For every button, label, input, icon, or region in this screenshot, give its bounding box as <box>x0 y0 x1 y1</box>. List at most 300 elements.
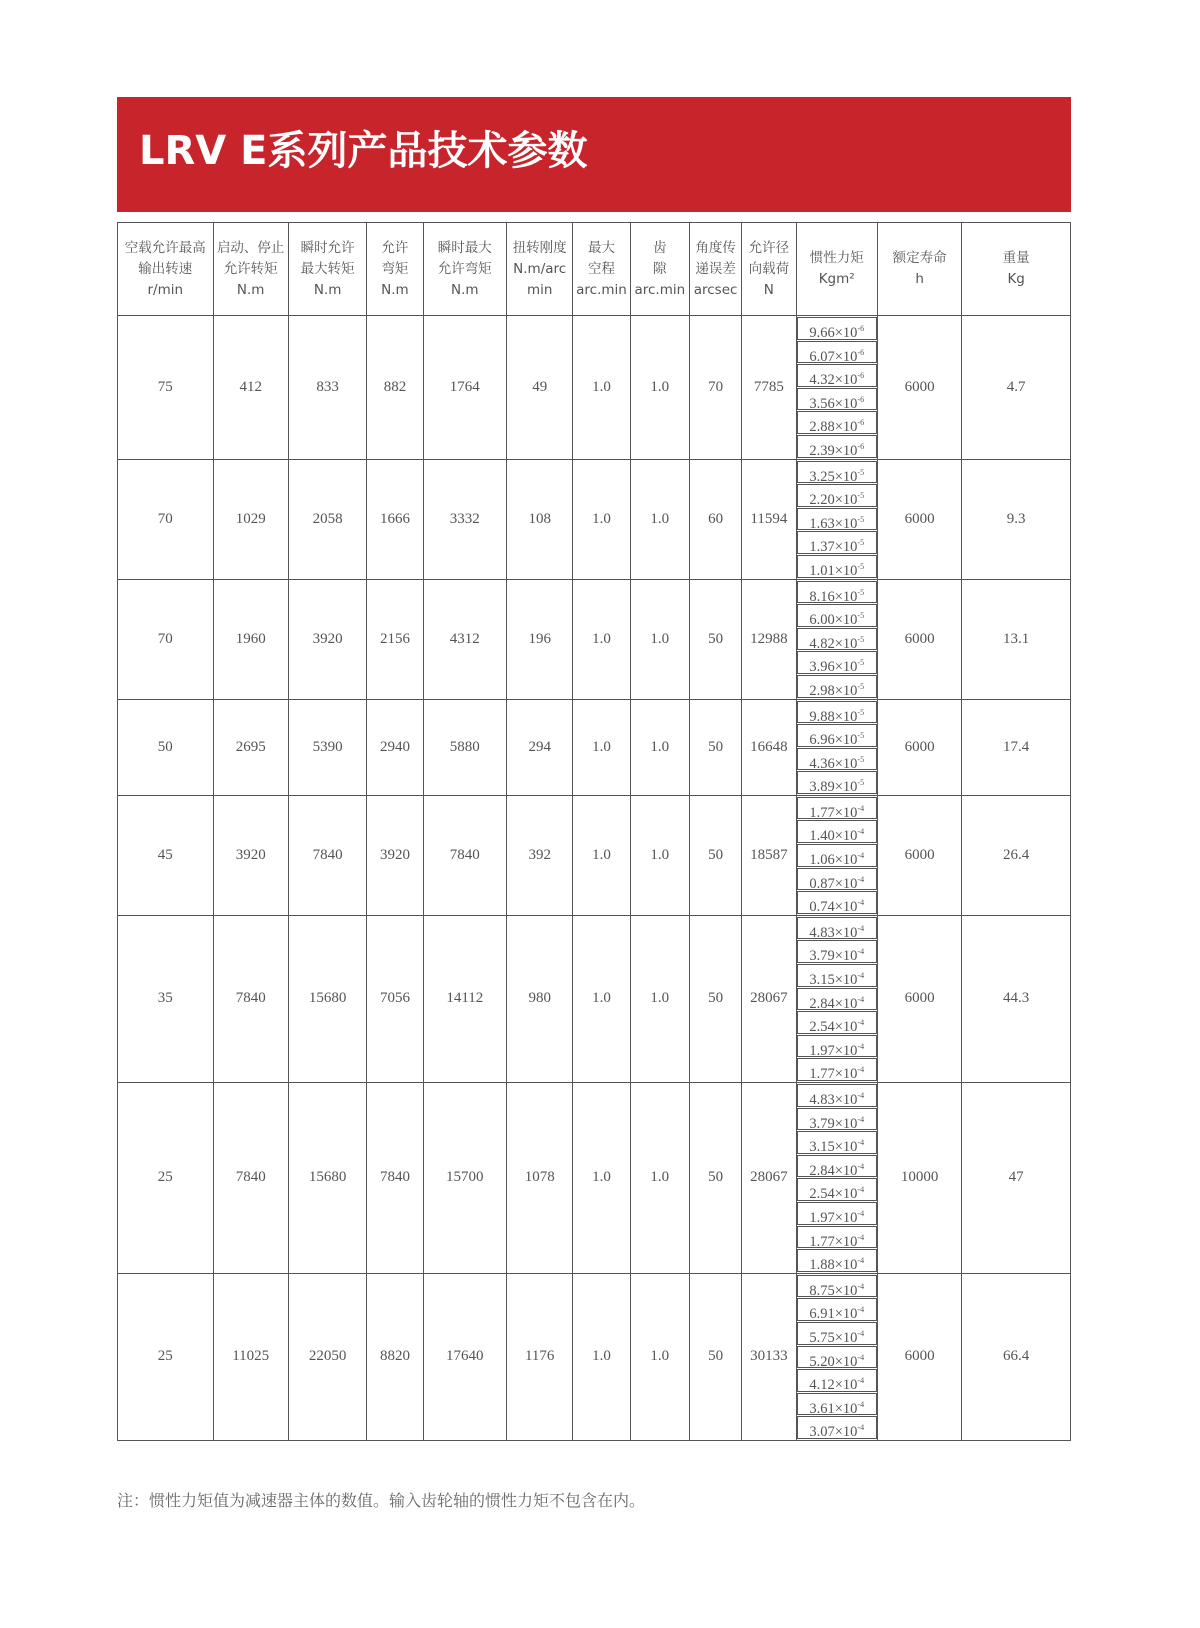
inertia-mantissa: 3.79×10 <box>809 1115 858 1132</box>
header-line: 角度传 <box>695 239 736 256</box>
cell-lost-motion: 1.0 <box>573 1273 630 1440</box>
cell-radial-load: 18587 <box>742 795 796 915</box>
inertia-value <box>797 1369 877 1392</box>
inertia-exponent: -4 <box>857 1352 865 1362</box>
cell-start-stop-torque: 2695 <box>213 699 288 795</box>
inertia-exponent: -5 <box>857 707 865 717</box>
inertia-mantissa: 2.54×10 <box>809 1186 858 1203</box>
inertia-mantissa: 3.25×10 <box>809 468 858 485</box>
header-line: 允许 <box>381 239 409 256</box>
cell-allowable-moment: 1666 <box>367 459 423 579</box>
cell-max-speed: 70 <box>118 459 214 579</box>
cell-rated-life: 6000 <box>877 795 961 915</box>
inertia-exponent: -6 <box>857 441 865 451</box>
inertia-mantissa: 9.66×10 <box>809 325 858 341</box>
inertia-mantissa: 0.74×10 <box>809 899 858 916</box>
cell-inertia <box>796 579 877 699</box>
cell-start-stop-torque: 1029 <box>213 459 288 579</box>
cell-lost-motion: 1.0 <box>573 1083 630 1274</box>
inertia-value <box>797 317 877 340</box>
cell-max-speed: 25 <box>118 1083 214 1274</box>
cell-backlash: 1.0 <box>630 1083 689 1274</box>
cell-instant-max-moment: 14112 <box>423 915 506 1082</box>
inertia-exponent: -4 <box>857 1138 865 1148</box>
cell-lost-motion: 1.0 <box>573 699 630 795</box>
cell-start-stop-torque: 7840 <box>213 1083 288 1274</box>
header-line: 惯性力矩 <box>809 250 864 266</box>
inertia-exponent: -5 <box>857 754 865 764</box>
cell-instant-max-moment: 15700 <box>423 1083 506 1274</box>
inertia-exponent: -6 <box>857 371 865 381</box>
inertia-exponent: -4 <box>857 1065 865 1075</box>
cell-instant-max-torque: 2058 <box>288 459 366 579</box>
inertia-exponent: -4 <box>857 1256 865 1266</box>
cell-torsional-stiffness: 196 <box>507 579 573 699</box>
inertia-mantissa: 3.07×10 <box>809 1424 858 1441</box>
inertia-value <box>797 868 877 891</box>
inertia-mantissa: 4.32×10 <box>809 372 858 389</box>
cell-backlash: 1.0 <box>630 915 689 1082</box>
inertia-exponent: -5 <box>857 467 865 477</box>
inertia-value <box>797 724 877 747</box>
cell-rated-life: 6000 <box>877 915 961 1082</box>
inertia-mantissa: 2.39×10 <box>809 442 858 459</box>
spec-table <box>117 222 1071 1441</box>
inertia-value <box>797 508 877 531</box>
inertia-value <box>797 1249 877 1272</box>
header-line: 空载允许最高 <box>124 239 206 256</box>
header-start-stop-torque <box>213 223 288 316</box>
header-line: h <box>915 271 924 287</box>
inertia-exponent: -4 <box>857 1281 865 1291</box>
cell-radial-load: 16648 <box>742 699 796 795</box>
inertia-mantissa: 6.96×10 <box>809 732 858 749</box>
cell-angle-error: 50 <box>689 1273 741 1440</box>
header-line: arc.min <box>634 281 686 298</box>
cell-angle-error: 50 <box>689 1083 741 1274</box>
inertia-exponent: -5 <box>857 634 865 644</box>
cell-lost-motion: 1.0 <box>573 915 630 1082</box>
header-line: 弯矩 <box>381 260 409 277</box>
inertia-value <box>797 651 877 674</box>
inertia-value <box>797 1035 877 1058</box>
table-row <box>118 795 1071 915</box>
header-lost-motion <box>573 223 630 316</box>
inertia-value <box>797 1346 877 1369</box>
inertia-value <box>797 1058 877 1081</box>
cell-angle-error: 70 <box>689 316 741 460</box>
cell-start-stop-torque: 1960 <box>213 579 288 699</box>
inertia-value <box>797 461 877 484</box>
inertia-mantissa: 6.91×10 <box>809 1306 858 1323</box>
header-line: 最大 <box>588 239 615 256</box>
header-line: 齿 <box>653 239 667 256</box>
table-body <box>118 316 1071 1441</box>
inertia-value <box>797 701 877 724</box>
inertia-value <box>797 1202 877 1225</box>
inertia-value <box>797 1084 877 1107</box>
inertia-mantissa: 2.20×10 <box>809 492 858 509</box>
inertia-mantissa: 2.84×10 <box>809 995 858 1012</box>
table-row <box>118 459 1071 579</box>
cell-inertia <box>796 1083 877 1274</box>
cell-radial-load: 11594 <box>742 459 796 579</box>
cell-weight: 4.7 <box>962 316 1071 460</box>
inertia-mantissa: 9.88×10 <box>809 708 858 725</box>
cell-torsional-stiffness: 108 <box>507 459 573 579</box>
header-backlash <box>630 223 689 316</box>
inertia-mantissa: 1.77×10 <box>809 1066 858 1083</box>
inertia-value <box>797 388 877 411</box>
header-torsional-stiffness <box>507 223 573 316</box>
inertia-value <box>797 964 877 987</box>
inertia-exponent: -4 <box>857 1208 865 1218</box>
inertia-value <box>797 604 877 627</box>
cell-angle-error: 50 <box>689 579 741 699</box>
header-line: 额定寿命 <box>892 250 947 266</box>
header-line: N <box>763 281 774 298</box>
cell-inertia <box>796 915 877 1082</box>
header-line: 允许弯矩 <box>437 260 492 277</box>
inertia-mantissa: 3.56×10 <box>809 395 858 412</box>
inertia-value <box>797 1226 877 1249</box>
inertia-exponent: -4 <box>857 1232 865 1242</box>
header-line: 瞬时允许 <box>300 239 355 256</box>
cell-angle-error: 50 <box>689 915 741 1082</box>
cell-torsional-stiffness: 294 <box>507 699 573 795</box>
cell-instant-max-torque: 15680 <box>288 915 366 1082</box>
inertia-value <box>797 1416 877 1439</box>
header-allowable-moment <box>367 223 423 316</box>
inertia-exponent: -4 <box>857 1018 865 1028</box>
header-line: arc.min <box>576 281 627 298</box>
cell-instant-max-moment: 7840 <box>423 795 506 915</box>
cell-lost-motion: 1.0 <box>573 579 630 699</box>
cell-lost-motion: 1.0 <box>573 316 630 460</box>
header-line: 隙 <box>653 260 667 277</box>
inertia-exponent: -5 <box>857 514 865 524</box>
cell-weight: 44.3 <box>962 915 1071 1082</box>
inertia-mantissa: 1.97×10 <box>809 1042 858 1059</box>
header-line: 启动、停止 <box>216 239 285 256</box>
cell-instant-max-moment: 17640 <box>423 1273 506 1440</box>
inertia-exponent: -4 <box>857 1185 865 1195</box>
inertia-value <box>797 891 877 914</box>
header-line: N.m <box>381 281 409 298</box>
cell-weight: 9.3 <box>962 459 1071 579</box>
cell-instant-max-torque: 15680 <box>288 1083 366 1274</box>
cell-weight: 47 <box>962 1083 1071 1274</box>
inertia-exponent: -6 <box>857 324 865 333</box>
header-line: N.m <box>451 281 479 298</box>
inertia-exponent: -5 <box>857 491 865 501</box>
inertia-mantissa: 6.07×10 <box>809 348 858 365</box>
cell-instant-max-moment: 4312 <box>423 579 506 699</box>
table-row <box>118 915 1071 1082</box>
inertia-mantissa: 4.36×10 <box>809 755 858 772</box>
inertia-value <box>797 581 877 604</box>
header-line: min <box>526 281 553 298</box>
cell-weight: 66.4 <box>962 1273 1071 1440</box>
header-line: N.m <box>236 281 265 298</box>
inertia-mantissa: 3.15×10 <box>809 972 858 989</box>
inertia-exponent: -4 <box>857 898 865 908</box>
cell-rated-life: 6000 <box>877 579 961 699</box>
cell-weight: 17.4 <box>962 699 1071 795</box>
header-line: N.m <box>313 281 342 298</box>
inertia-exponent: -4 <box>857 1399 865 1409</box>
cell-allowable-moment: 882 <box>367 316 423 460</box>
inertia-mantissa: 1.06×10 <box>809 852 858 869</box>
cell-torsional-stiffness: 980 <box>507 915 573 1082</box>
inertia-value <box>797 940 877 963</box>
inertia-value <box>797 917 877 940</box>
cell-angle-error: 60 <box>689 459 741 579</box>
header-line: r/min <box>147 281 184 298</box>
cell-rated-life: 6000 <box>877 699 961 795</box>
inertia-mantissa: 2.54×10 <box>809 1019 858 1036</box>
inertia-mantissa: 4.12×10 <box>809 1377 858 1394</box>
header-line: 空程 <box>588 260 615 277</box>
cell-rated-life: 10000 <box>877 1083 961 1274</box>
inertia-mantissa: 4.82×10 <box>809 635 858 652</box>
cell-max-speed: 35 <box>118 915 214 1082</box>
header-line: Kg <box>1007 271 1025 287</box>
inertia-value <box>797 1011 877 1034</box>
inertia-value <box>797 435 877 458</box>
inertia-value <box>797 1155 877 1178</box>
cell-start-stop-torque: 3920 <box>213 795 288 915</box>
inertia-mantissa: 1.01×10 <box>809 562 858 579</box>
header-radial-load <box>742 223 796 316</box>
cell-backlash: 1.0 <box>630 316 689 460</box>
header-inertia <box>796 223 877 316</box>
inertia-value <box>797 1322 877 1345</box>
inertia-mantissa: 0.87×10 <box>809 875 858 892</box>
header-line: arcsec <box>693 281 738 298</box>
header-instant-max-moment <box>423 223 506 316</box>
table-row <box>118 1083 1071 1274</box>
cell-start-stop-torque: 7840 <box>213 915 288 1082</box>
cell-instant-max-torque: 22050 <box>288 1273 366 1440</box>
cell-angle-error: 50 <box>689 795 741 915</box>
cell-backlash: 1.0 <box>630 1273 689 1440</box>
inertia-exponent: -5 <box>857 611 865 621</box>
cell-instant-max-moment: 1764 <box>423 316 506 460</box>
cell-backlash: 1.0 <box>630 699 689 795</box>
inertia-mantissa: 1.37×10 <box>809 539 858 556</box>
inertia-mantissa: 3.15×10 <box>809 1139 858 1156</box>
cell-start-stop-torque: 11025 <box>213 1273 288 1440</box>
inertia-exponent: -4 <box>857 994 865 1004</box>
header-line: 瞬时最大 <box>437 239 492 256</box>
cell-torsional-stiffness: 49 <box>507 316 573 460</box>
header-line: N.m/arc <box>513 260 567 277</box>
cell-max-speed: 70 <box>118 579 214 699</box>
header-line: 扭转刚度 <box>512 239 567 256</box>
cell-torsional-stiffness: 1078 <box>507 1083 573 1274</box>
inertia-exponent: -6 <box>857 347 865 357</box>
cell-rated-life: 6000 <box>877 316 961 460</box>
inertia-value <box>797 411 877 434</box>
cell-radial-load: 28067 <box>742 1083 796 1274</box>
cell-allowable-moment: 3920 <box>367 795 423 915</box>
inertia-mantissa: 5.75×10 <box>809 1329 858 1346</box>
header-max-speed <box>118 223 214 316</box>
inertia-value <box>797 484 877 507</box>
inertia-value <box>797 341 877 364</box>
header-instant-max-torque <box>288 223 366 316</box>
cell-backlash: 1.0 <box>630 459 689 579</box>
cell-allowable-moment: 7840 <box>367 1083 423 1274</box>
inertia-exponent: -4 <box>857 803 865 813</box>
header-line: 递误差 <box>695 260 736 277</box>
table-row <box>118 699 1071 795</box>
inertia-mantissa: 1.77×10 <box>809 1233 858 1250</box>
inertia-mantissa: 4.83×10 <box>809 924 858 941</box>
cell-rated-life: 6000 <box>877 459 961 579</box>
cell-inertia <box>796 699 877 795</box>
cell-backlash: 1.0 <box>630 579 689 699</box>
cell-instant-max-moment: 5880 <box>423 699 506 795</box>
inertia-exponent: -4 <box>857 1376 865 1386</box>
header-angle-error <box>689 223 741 316</box>
inertia-value <box>797 1108 877 1131</box>
cell-start-stop-torque: 412 <box>213 316 288 460</box>
inertia-exponent: -4 <box>857 971 865 981</box>
cell-weight: 26.4 <box>962 795 1071 915</box>
inertia-value <box>797 748 877 771</box>
cell-instant-max-torque: 3920 <box>288 579 366 699</box>
cell-torsional-stiffness: 392 <box>507 795 573 915</box>
cell-inertia <box>796 1273 877 1440</box>
header-line: 向载荷 <box>748 260 790 277</box>
page-title: LRV E系列产品技术参数 <box>139 128 588 174</box>
inertia-mantissa: 2.98×10 <box>809 682 858 699</box>
inertia-value <box>797 364 877 387</box>
cell-allowable-moment: 8820 <box>367 1273 423 1440</box>
inertia-value <box>797 1393 877 1416</box>
cell-lost-motion: 1.0 <box>573 795 630 915</box>
inertia-value <box>797 844 877 867</box>
inertia-mantissa: 6.00×10 <box>809 612 858 629</box>
inertia-exponent: -4 <box>857 827 865 837</box>
inertia-exponent: -4 <box>857 1114 865 1124</box>
cell-max-speed: 25 <box>118 1273 214 1440</box>
inertia-mantissa: 3.96×10 <box>809 659 858 676</box>
inertia-exponent: -4 <box>857 947 865 957</box>
header-line: 重量 <box>1002 250 1030 266</box>
header-line: 允许径 <box>748 239 790 256</box>
inertia-exponent: -4 <box>857 851 865 861</box>
inertia-value <box>797 988 877 1011</box>
inertia-value <box>797 531 877 554</box>
inertia-exponent: -5 <box>857 538 865 548</box>
title-banner <box>117 97 1071 212</box>
inertia-value <box>797 1298 877 1321</box>
inertia-value <box>797 771 877 794</box>
header-rated-life <box>877 223 961 316</box>
inertia-exponent: -4 <box>857 1161 865 1171</box>
footnote: 注：惯性力矩值为减速器主体的数值。输入齿轮轴的惯性力矩不包含在内。 <box>117 1491 646 1510</box>
inertia-exponent: -5 <box>857 681 865 691</box>
inertia-mantissa: 2.84×10 <box>809 1162 858 1179</box>
inertia-exponent: -4 <box>857 1328 865 1338</box>
inertia-mantissa: 1.97×10 <box>809 1209 858 1226</box>
inertia-value <box>797 820 877 843</box>
inertia-mantissa: 1.88×10 <box>809 1257 858 1274</box>
table-row <box>118 1273 1071 1440</box>
table-row <box>118 579 1071 699</box>
table-row <box>118 316 1071 460</box>
inertia-mantissa: 2.88×10 <box>809 419 858 436</box>
cell-radial-load: 30133 <box>742 1273 796 1440</box>
inertia-mantissa: 3.79×10 <box>809 948 858 965</box>
inertia-mantissa: 4.83×10 <box>809 1092 858 1108</box>
cell-radial-load: 7785 <box>742 316 796 460</box>
cell-allowable-moment: 2156 <box>367 579 423 699</box>
inertia-exponent: -4 <box>857 1091 865 1100</box>
cell-max-speed: 75 <box>118 316 214 460</box>
cell-angle-error: 50 <box>689 699 741 795</box>
inertia-exponent: -5 <box>857 587 865 597</box>
inertia-value <box>797 1275 877 1298</box>
cell-weight: 13.1 <box>962 579 1071 699</box>
inertia-mantissa: 1.77×10 <box>809 804 858 821</box>
cell-instant-max-torque: 5390 <box>288 699 366 795</box>
header-line: 允许转矩 <box>223 260 278 277</box>
cell-max-speed: 50 <box>118 699 214 795</box>
inertia-mantissa: 1.63×10 <box>809 515 858 532</box>
cell-backlash: 1.0 <box>630 795 689 915</box>
cell-allowable-moment: 7056 <box>367 915 423 1082</box>
inertia-exponent: -5 <box>857 658 865 668</box>
cell-max-speed: 45 <box>118 795 214 915</box>
inertia-exponent: -4 <box>857 874 865 884</box>
cell-inertia <box>796 795 877 915</box>
inertia-value <box>797 1131 877 1154</box>
inertia-mantissa: 1.40×10 <box>809 828 858 845</box>
inertia-value <box>797 675 877 698</box>
inertia-exponent: -4 <box>857 1423 865 1433</box>
inertia-exponent: -5 <box>857 778 865 788</box>
cell-inertia <box>796 316 877 460</box>
cell-rated-life: 6000 <box>877 1273 961 1440</box>
inertia-exponent: -6 <box>857 418 865 428</box>
cell-inertia <box>796 459 877 579</box>
cell-lost-motion: 1.0 <box>573 459 630 579</box>
cell-torsional-stiffness: 1176 <box>507 1273 573 1440</box>
cell-radial-load: 28067 <box>742 915 796 1082</box>
inertia-value <box>797 797 877 820</box>
inertia-value <box>797 1178 877 1201</box>
header-line: 最大转矩 <box>300 260 355 277</box>
table-header-row <box>118 223 1071 316</box>
cell-radial-load: 12988 <box>742 579 796 699</box>
cell-instant-max-torque: 7840 <box>288 795 366 915</box>
header-line: Kgm² <box>818 271 855 287</box>
inertia-mantissa: 3.61×10 <box>809 1400 858 1417</box>
inertia-mantissa: 8.16×10 <box>809 588 858 605</box>
cell-instant-max-moment: 3332 <box>423 459 506 579</box>
inertia-mantissa: 8.75×10 <box>809 1282 858 1299</box>
inertia-mantissa: 5.20×10 <box>809 1353 858 1370</box>
cell-allowable-moment: 2940 <box>367 699 423 795</box>
inertia-exponent: -6 <box>857 394 865 404</box>
inertia-exponent: -4 <box>857 923 865 933</box>
header-weight <box>962 223 1071 316</box>
inertia-mantissa: 3.89×10 <box>809 779 858 796</box>
